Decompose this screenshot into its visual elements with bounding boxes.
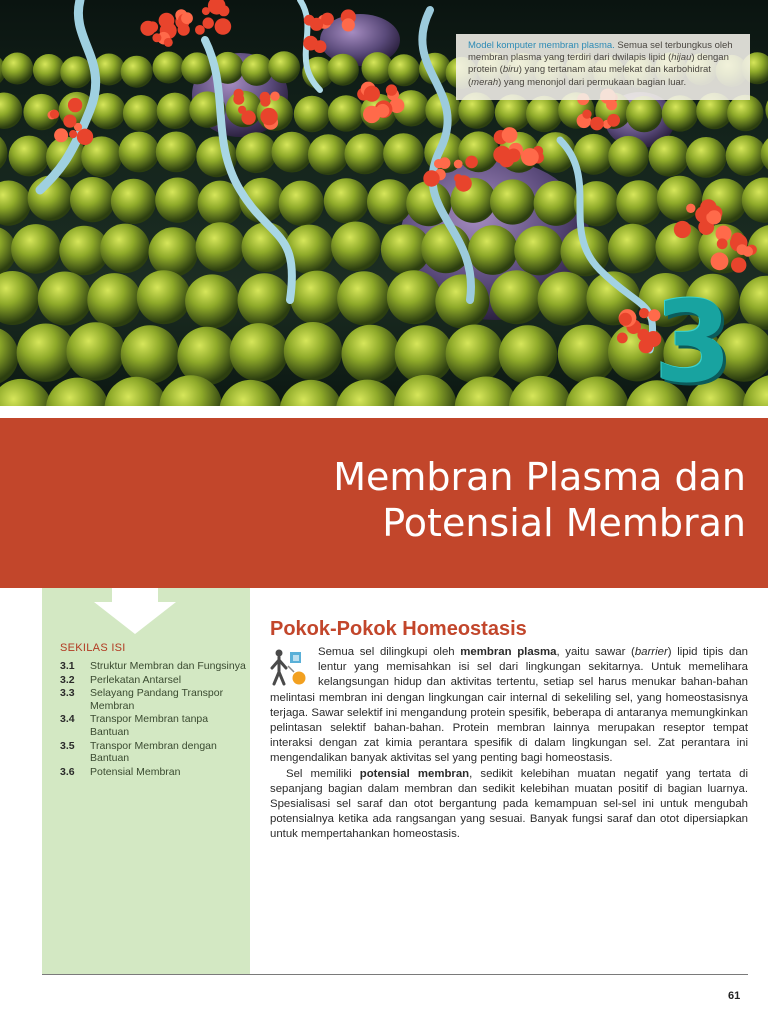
lipid-head-sphere <box>100 224 150 274</box>
paragraph-1 <box>270 645 748 767</box>
arrow-down-icon-head <box>94 602 176 634</box>
lipid-head-sphere <box>0 327 19 385</box>
carbohydrate-bead <box>54 128 68 142</box>
lipid-head-sphere <box>284 322 342 380</box>
carbohydrate-bead <box>606 99 617 110</box>
caption-em: hijau <box>671 52 692 64</box>
caption-text: ) yang menonjol dari permukaan bagian luar. <box>498 76 687 88</box>
carbohydrate-bead <box>711 252 729 270</box>
lipid-head-sphere <box>558 325 616 383</box>
carbohydrate-bead <box>238 106 246 114</box>
carbohydrate-bead <box>607 114 620 127</box>
chapter-contents-list <box>60 660 246 779</box>
carbohydrate-bead <box>215 18 232 35</box>
lipid-head-sphere <box>388 54 420 86</box>
lipid-head-sphere <box>236 132 277 173</box>
toc-item-label: Perlekatan Antarsel <box>90 673 182 686</box>
carbohydrate-bead <box>260 108 277 125</box>
lipid-head-sphere <box>238 273 292 327</box>
lipid-head-sphere <box>342 325 400 383</box>
lipid-head-sphere <box>241 54 273 86</box>
toc-item <box>60 674 246 687</box>
toc-item-number: 3.3 <box>60 687 75 700</box>
lipid-head-sphere <box>455 377 518 407</box>
lipid-head-sphere <box>66 322 124 380</box>
lipid-head-sphere <box>196 222 246 272</box>
toc-item-label: Transpor Membran dengan Bantuan <box>90 739 217 765</box>
lipid-head-sphere <box>727 95 763 131</box>
lipid-head-sphere <box>17 324 75 382</box>
toc-item <box>60 660 246 673</box>
carbohydrate-bead <box>178 24 190 36</box>
lipid-head-sphere <box>726 135 767 176</box>
carbohydrate-bead <box>686 204 695 213</box>
lipid-head-sphere <box>153 52 185 84</box>
carbohydrate-bead <box>77 129 93 145</box>
text-run: ) lipid tipis dan lentur yang memisahkan isi sel dari lingkungan sekitarnya. Untuk memelihara kelangsungan hidup dan aktivitas tertentu, setiap sel harus menukar bahan-bahan melintasi membran ini dengan lingkungan cair internal di sekeliling sel, yang homeostasisnya terjaga. Sawar selektif ini mengandung protein spesifik, beberapa di antaranya memungkinkan pelintasan selektif bahan-bahan. Protein membran lainnya merupakan reseptor tempat interaksi dengan zat kimia perantara spesifik di dalam lingkungan sel. Zat perantara ini mengendalikan banyak aktivitas sel yang penting bagi homeostasis. <box>270 646 749 765</box>
toc-item-label: Struktur Membran dan Fungsinya <box>90 660 246 672</box>
figure-caption <box>456 34 750 100</box>
carbohydrate-bead <box>164 38 173 47</box>
toc-item-label: Selayang Pandang Transpor Membran <box>90 687 224 712</box>
carbohydrate-bead <box>68 98 82 112</box>
lipid-head-sphere <box>0 271 40 325</box>
carbohydrate-bead <box>364 86 380 102</box>
carbohydrate-bead <box>152 33 161 42</box>
lipid-head-sphere <box>344 134 385 175</box>
toc-item <box>60 766 246 779</box>
sekilas-isi-heading: SEKILAS ISI <box>60 642 126 654</box>
lipid-head-sphere <box>290 271 344 325</box>
toc-item-number: 3.4 <box>60 713 75 726</box>
chapter-number: 3 <box>654 278 730 406</box>
lipid-head-sphere <box>272 132 313 173</box>
lipid-head-sphere <box>538 272 592 326</box>
lipid-head-sphere <box>534 181 579 226</box>
carbohydrate-bead <box>731 257 746 272</box>
lipid-head-sphere <box>686 137 727 178</box>
carbohydrate-bead <box>386 84 397 95</box>
carbohydrate-bead <box>717 238 728 249</box>
bold-term: potensial membran <box>359 767 470 780</box>
lipid-head-sphere <box>514 226 564 276</box>
chapter-title-line-2: Potensial Membran <box>382 501 746 545</box>
lipid-head-sphere <box>1 53 33 85</box>
carbohydrate-bead <box>310 18 323 31</box>
lipid-head-sphere <box>156 132 197 173</box>
lipid-head-sphere <box>149 227 199 277</box>
toc-item-label: Potensial Membran <box>90 765 181 778</box>
lipid-head-sphere <box>327 54 359 86</box>
carbohydrate-bead <box>617 333 628 344</box>
carbohydrate-bead <box>307 38 317 48</box>
lipid-head-sphere <box>626 96 662 132</box>
lipid-head-sphere <box>38 272 92 326</box>
lipid-head-sphere <box>662 95 698 131</box>
caption-title: Model komputer membran plasma. <box>468 40 615 51</box>
lipid-head-sphere <box>435 274 489 328</box>
lipid-head-sphere <box>566 377 629 407</box>
italic-term: barrier <box>634 646 668 658</box>
paragraph-2 <box>270 767 748 843</box>
carbohydrate-bead <box>502 127 518 143</box>
carbohydrate-bead <box>203 17 214 28</box>
lipid-head-sphere <box>458 131 499 172</box>
lipid-head-sphere <box>526 96 562 132</box>
text-run: Sel memiliki <box>286 767 360 780</box>
carbohydrate-bead <box>140 21 155 36</box>
footer-rule <box>42 974 748 975</box>
lipid-head-sphere <box>119 132 160 173</box>
lipid-head-sphere <box>331 222 381 272</box>
lipid-head-sphere <box>616 180 661 225</box>
lipid-head-sphere <box>294 96 330 132</box>
lipid-head-sphere <box>230 323 288 381</box>
lipid-head-sphere <box>490 179 535 224</box>
lipid-head-sphere <box>46 378 109 406</box>
carbohydrate-bead <box>69 130 77 138</box>
lipid-head-sphere <box>70 177 115 222</box>
lipid-head-sphere <box>33 54 65 86</box>
lipid-head-sphere <box>387 270 441 324</box>
carbohydrate-bead <box>202 7 210 15</box>
lipid-head-sphere <box>337 271 391 325</box>
carbohydrate-bead <box>195 25 205 35</box>
toc-item-label: Transpor Membran tanpa Bantuan <box>90 713 209 738</box>
lipid-head-sphere <box>336 380 399 406</box>
lipid-head-sphere <box>395 325 453 383</box>
lipid-head-sphere <box>111 179 156 224</box>
lipid-head-sphere <box>499 325 557 383</box>
lipid-head-sphere <box>608 224 658 274</box>
lipid-head-sphere <box>123 95 159 131</box>
toc-item-number: 3.2 <box>60 673 75 686</box>
carbohydrate-bead <box>50 110 59 119</box>
carbohydrate-bead <box>270 92 279 101</box>
lipid-head-sphere <box>649 136 690 177</box>
toc-item-number: 3.6 <box>60 765 75 778</box>
lipid-head-sphere <box>608 136 649 177</box>
lipid-head-sphere <box>155 178 200 223</box>
lipid-head-sphere <box>87 273 141 327</box>
lipid-head-sphere <box>367 179 412 224</box>
lipid-head-sphere <box>383 133 424 174</box>
carbohydrate-bead <box>63 115 76 128</box>
chapter-title-band <box>0 418 768 588</box>
lipid-head-sphere <box>0 132 8 173</box>
lipid-head-sphere <box>394 375 457 406</box>
carbohydrate-bead <box>582 110 591 119</box>
carbohydrate-bead <box>234 89 244 99</box>
lipid-head-sphere <box>308 134 349 175</box>
carbohydrate-bead <box>159 13 175 29</box>
text-run: , sedikit kelebihan muatan negatif yang tertata di sepanjang bagian dalam membran dan sedikit kelebihan muatan positif di bagian luarnya. Spesialisasi sel saraf dan otot bergantung pada kemampuan sel-sel ini untuk mengubah potensialnya ketika ada rangsangan yang sesuai. Banyak fungsi saraf dan otot dipersiapkan untuk mempertahankan homeostasis. <box>270 767 748 841</box>
carbohydrate-bead <box>434 159 443 168</box>
lipid-head-sphere <box>280 380 343 406</box>
lipid-head-sphere <box>157 93 193 129</box>
carbohydrate-bead <box>619 313 632 326</box>
carbohydrate-bead <box>454 174 462 182</box>
toc-item <box>60 740 246 765</box>
carbohydrate-bead <box>376 104 390 118</box>
lipid-head-sphere <box>185 274 239 328</box>
toc-item-number: 3.5 <box>60 739 75 752</box>
lipid-head-sphere <box>219 380 282 406</box>
text-run: , yaitu sawar ( <box>556 646 635 658</box>
carbohydrate-bead <box>454 160 463 169</box>
section-title: Pokok-Pokok Homeostasis <box>270 618 527 640</box>
lipid-head-sphere <box>11 224 61 274</box>
carbohydrate-bead <box>743 246 753 256</box>
arrow-down-icon <box>112 588 158 602</box>
lipid-head-sphere <box>468 225 518 275</box>
lipid-head-sphere <box>490 270 544 324</box>
lipid-head-sphere <box>279 181 324 226</box>
lipid-head-sphere <box>328 95 364 131</box>
carbohydrate-bead <box>465 156 478 169</box>
chapter-title-line-1: Membran Plasma dan <box>333 455 746 499</box>
lipid-head-sphere <box>121 325 179 383</box>
lipid-head-sphere <box>137 270 191 324</box>
lipid-head-sphere <box>742 178 768 223</box>
carbohydrate-bead <box>521 148 539 166</box>
chapter-title <box>333 454 746 546</box>
carbohydrate-bead <box>181 12 193 24</box>
lipid-head-sphere <box>121 56 153 88</box>
lipid-head-sphere <box>0 181 31 226</box>
carbohydrate-bead <box>707 210 721 224</box>
page-number: 61 <box>728 990 741 1002</box>
text-run: Semua sel dilingkupi oleh <box>318 646 461 658</box>
lipid-head-sphere <box>0 379 52 406</box>
toc-item <box>60 713 246 738</box>
hero-illustration <box>0 0 768 406</box>
caption-text: ) yang tertanam atau melekat dan karbohidrat ( <box>468 64 711 88</box>
lipid-head-sphere <box>0 93 22 129</box>
bold-term: membran plasma <box>460 646 557 658</box>
lipid-head-sphere <box>9 136 50 177</box>
lipid-head-sphere <box>268 51 300 83</box>
carbohydrate-bead <box>260 92 271 103</box>
toc-item <box>60 687 246 712</box>
carbohydrate-bead <box>674 221 691 238</box>
caption-text: ) dengan protein ( <box>468 52 729 76</box>
lipid-head-sphere <box>324 178 369 223</box>
carbohydrate-bead <box>590 117 604 131</box>
carbohydrate-bead <box>423 170 439 186</box>
caption-text: Semua sel terbungkus oleh membran plasma yang terdiri dari dwilapis lipid ( <box>468 40 733 64</box>
lipid-head-sphere <box>446 325 504 383</box>
carbohydrate-bead <box>493 146 511 164</box>
carbohydrate-bead <box>342 18 355 31</box>
caption-em: merah <box>471 76 499 88</box>
caption-em: biru <box>502 64 519 76</box>
section-body <box>270 645 748 843</box>
toc-item-number: 3.1 <box>60 660 75 672</box>
carbohydrate-bead <box>218 5 229 16</box>
